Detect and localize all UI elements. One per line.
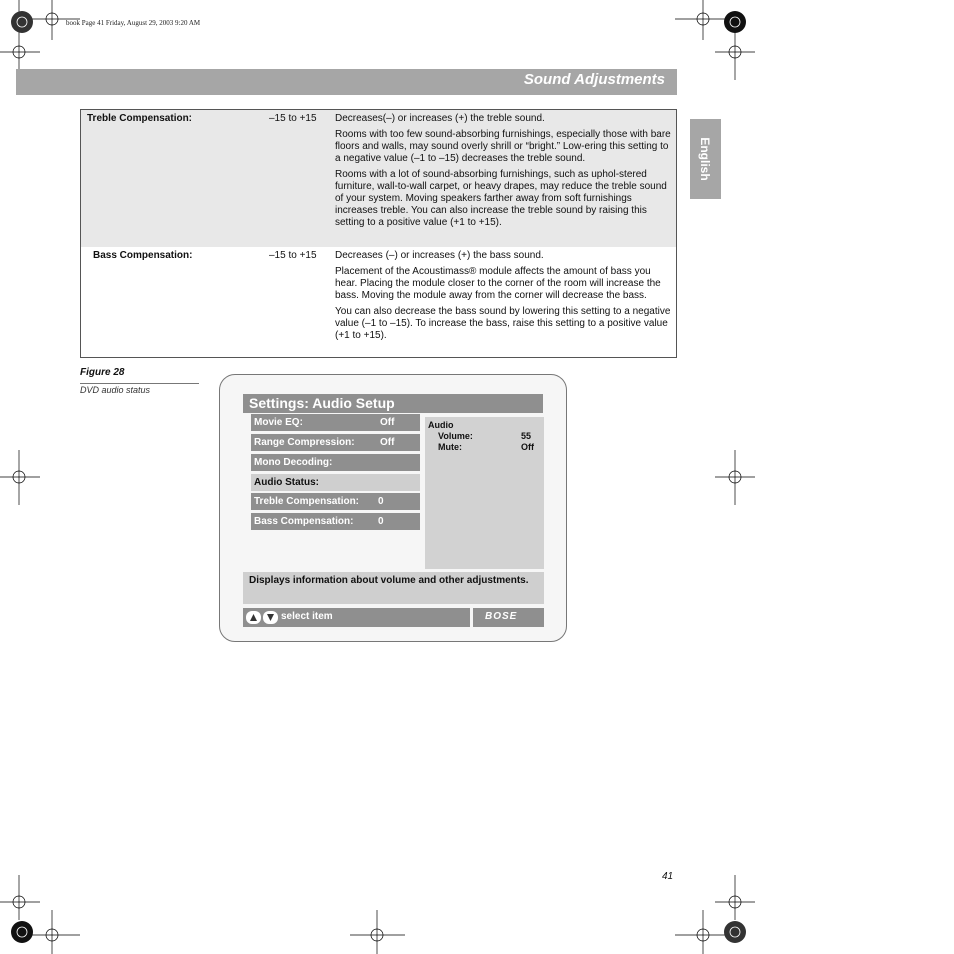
- down-arrow-icon: [263, 611, 278, 624]
- brand-logo-bar: [473, 608, 544, 627]
- description-paragraph: You can also decrease the bass sound by lowering this setting to a negative value (–1 to –15). To increase the bass, raise this setting to a positive value (+1 to +15).: [335, 306, 671, 341]
- section-header: [16, 69, 677, 95]
- menu-item-label: Mono Decoding:: [254, 457, 333, 468]
- menu-item-label: Treble Compensation:: [254, 496, 360, 507]
- menu-item-value: Off: [380, 417, 395, 428]
- up-arrow-icon: [246, 611, 261, 624]
- screen-title-bar: [243, 394, 543, 413]
- description-paragraph: Placement of the Acoustimass® module affects the amount of bass you hear. Placing the module closer to the corner of the room will increase the bass. Moving the module away from the corner will decrease the bass.: [335, 266, 661, 301]
- figure-label: Figure 28: [80, 367, 125, 378]
- section-title: Sound Adjustments: [523, 71, 665, 88]
- menu-item-mono-decoding[interactable]: [251, 454, 420, 471]
- row-description: [335, 250, 671, 346]
- description-paragraph: Rooms with a lot of sound-absorbing furnishings, such as uphol-stered furniture, wall-to-wall carpet, or heavy drapes, may reduce the treble sound of your system. Moving speakers farther away from soft furnishings increases treble. You can also increase the treble sound by raising this setting to a positive value (+1 to +15).: [335, 169, 667, 228]
- row-range: –15 to +15: [269, 250, 317, 261]
- menu-item-treble-compensation[interactable]: [251, 493, 420, 510]
- table-row-treble: [81, 110, 676, 247]
- row-description: [335, 113, 671, 233]
- menu-item-label: Bass Compensation:: [254, 516, 354, 527]
- menu-item-value: 0: [378, 516, 384, 527]
- volume-value: 55: [521, 431, 532, 441]
- menu-item-range-compression[interactable]: [251, 434, 420, 451]
- description-paragraph: Decreases(–) or increases (+) the treble sound.: [335, 113, 545, 124]
- row-label: Bass Compensation:: [93, 250, 193, 261]
- nav-bar: [243, 608, 470, 627]
- menu-item-movie-eq[interactable]: [251, 414, 420, 431]
- volume-label: Volume:: [438, 431, 473, 441]
- table-row-bass: [81, 247, 676, 357]
- row-label: Treble Compensation:: [87, 113, 193, 124]
- mute-label: Mute:: [438, 442, 462, 452]
- menu-item-value: Off: [380, 437, 395, 448]
- page-number: 41: [662, 871, 674, 882]
- description-paragraph: Rooms with too few sound-absorbing furnishings, especially those with bare floors and walls, may sound overly shrill or “bright.” Low-ering this setting to a negative value (–1 to –15) decreases the treble sound.: [335, 129, 671, 164]
- menu-item-label: Audio Status:: [254, 477, 319, 488]
- info-text: Displays information about volume and other adjustments.: [249, 575, 529, 586]
- figure-rule: [80, 383, 199, 384]
- settings-table: [80, 109, 677, 358]
- audio-status-panel: [425, 417, 544, 569]
- panel-heading: Audio: [428, 420, 454, 430]
- screen-title: Settings: Audio Setup: [249, 395, 395, 411]
- info-box: [243, 572, 544, 604]
- menu-item-value: 0: [378, 496, 384, 507]
- language-tab: [690, 119, 721, 199]
- figure-caption: DVD audio status: [80, 385, 151, 395]
- mute-value: Off: [521, 442, 534, 452]
- nav-text: select item: [281, 611, 333, 622]
- print-info: book Page 41 Friday, August 29, 2003 9:20 AM: [66, 19, 201, 27]
- brand-logo: BOSE: [485, 611, 518, 622]
- menu-item-audio-status[interactable]: [251, 474, 420, 491]
- row-range: –15 to +15: [269, 113, 317, 124]
- description-paragraph: Decreases (–) or increases (+) the bass sound.: [335, 250, 544, 261]
- menu-item-label: Movie EQ:: [254, 417, 303, 428]
- menu-item-label: Range Compression:: [254, 437, 355, 448]
- language-tab-label: English: [698, 137, 712, 181]
- menu-item-bass-compensation[interactable]: [251, 513, 420, 530]
